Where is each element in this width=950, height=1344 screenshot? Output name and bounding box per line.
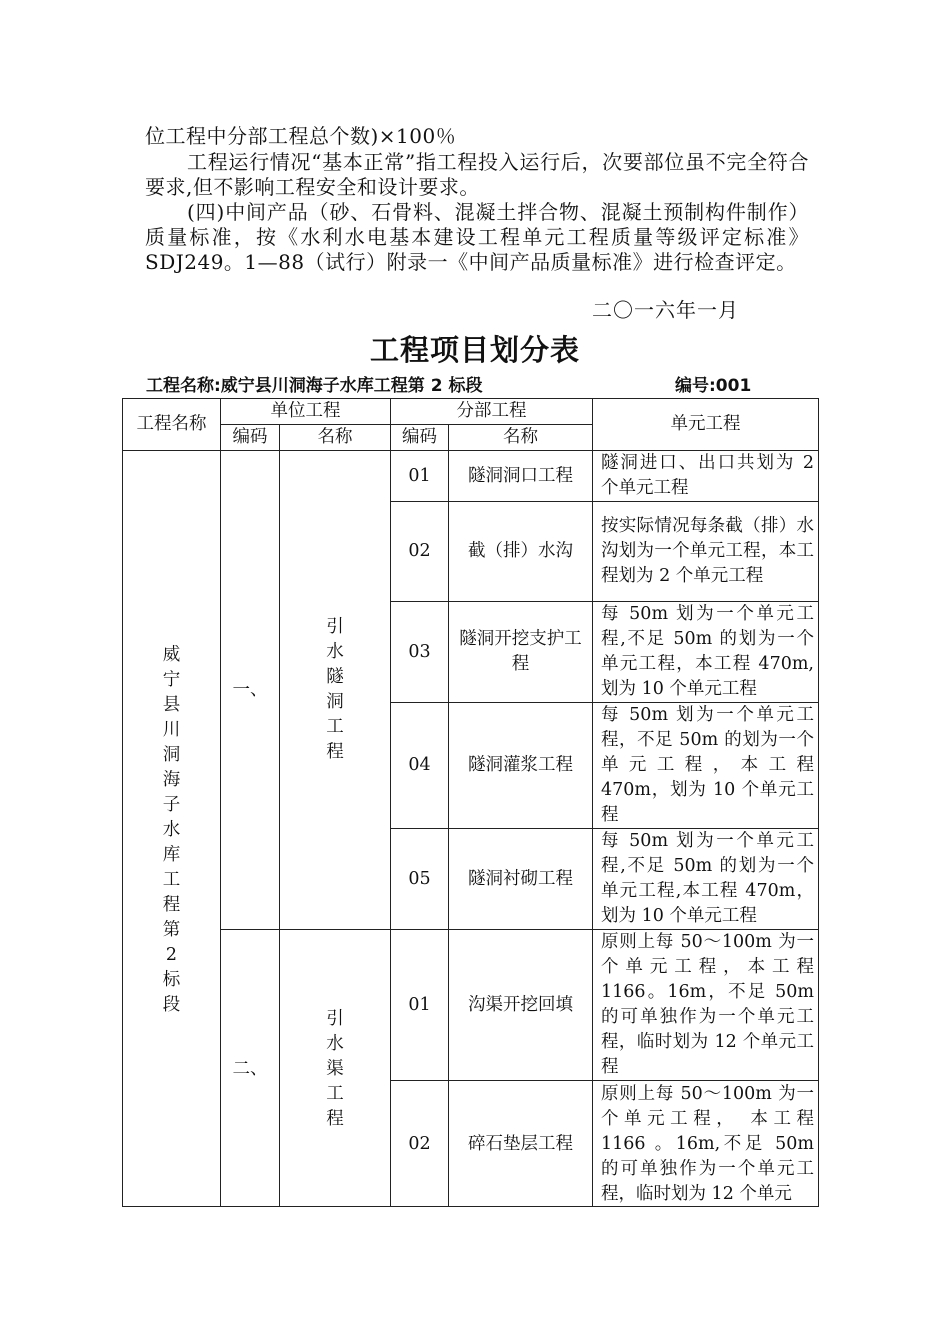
header-unit-project: 单位工程: [221, 399, 391, 425]
element-description: 按实际情况每条截（排）水沟划为一个单元工程，本工程划为 2 个单元工程: [593, 502, 819, 602]
header-unit-code: 编码: [221, 425, 280, 451]
unit-name-vertical: 引水渠工程: [326, 1009, 344, 1129]
division-name: 沟渠开挖回填: [449, 930, 593, 1081]
unit-code-cell: 一、: [221, 451, 280, 930]
project-name-vertical: 威宁县川洞海子水库工程第2标段: [162, 644, 181, 1015]
unit-code-cell: 二、: [221, 930, 280, 1207]
paragraph-operation-status: 工程运行情况“基本正常”指工程投入运行后，次要部位虽不完全符合要求,但不影响工程安全和设计要求。: [145, 150, 809, 199]
division-code: 02: [391, 1081, 449, 1207]
document-date: 二〇一六年一月: [592, 298, 739, 322]
paragraph-line-1: 位工程中分部工程总个数)×100％: [145, 124, 457, 148]
element-description: 每 50m 划为一个单元工程，不足 50m 的划为一个单元工程，本工程 470m，划为 10 个单元工程: [593, 703, 819, 829]
division-name: 隧洞开挖支护工程: [449, 602, 593, 703]
unit-name-cell: [280, 930, 391, 1207]
header-division-code: 编码: [391, 425, 449, 451]
header-row-1: [123, 399, 819, 425]
page-title: 工程项目划分表: [369, 333, 580, 367]
project-name-cell: [123, 451, 221, 1207]
element-description: 隧洞进口、出口共划为 2 个单元工程: [593, 451, 819, 502]
table-row: [123, 930, 819, 1081]
element-description: [593, 1081, 819, 1207]
paragraph-intermediate-products: (四)中间产品（砂、石骨料、混凝土拌合物、混凝土预制构件制作）质量标准，按《水利水电基本建设工程单元工程质量等级评定标准》SDJ249。1—88（试行）附录一《中间产品质量标准》进行检查评定。: [145, 200, 809, 274]
project-division-table: [122, 398, 819, 1207]
table-row: [123, 451, 819, 502]
division-code: 01: [391, 451, 449, 502]
element-description: 每 50m 划为一个单元工程,不足 50m 的划为一个单元工程,本工程 470m，划为 10 个单元工程: [593, 829, 819, 930]
division-name: 截（排）水沟: [449, 502, 593, 602]
division-code: 02: [391, 502, 449, 602]
division-name: 隧洞洞口工程: [449, 451, 593, 502]
header-division-project: 分部工程: [391, 399, 593, 425]
division-code: 01: [391, 930, 449, 1081]
header-element-project: 单元工程: [593, 399, 819, 451]
header-project-name: 工程名称: [123, 399, 221, 451]
element-description-text: 原则上每 50～100m 为一个单元工程， 本工程 1166 。16m,不足 50m 的可单独作为一个单元工程，临时划为 12 个单元: [601, 1083, 814, 1204]
document-number: 编号:001: [675, 376, 752, 396]
division-code: 04: [391, 703, 449, 829]
project-name-label: 工程名称:威宁县川洞海子水库工程第 2 标段: [146, 376, 483, 396]
division-code: 05: [391, 829, 449, 930]
unit-name-vertical: 引水隧洞工程: [326, 617, 344, 762]
division-code: 03: [391, 602, 449, 703]
element-description: 原则上每 50～100m 为一个单元工程，本工程 1166。16m，不足 50m 的可单独作为一个单元工程，临时划为 12 个单元工程: [593, 930, 819, 1081]
unit-name-cell: [280, 451, 391, 930]
division-name: 碎石垫层工程: [449, 1081, 593, 1207]
division-name: 隧洞衬砌工程: [449, 829, 593, 930]
header-unit-name: 名称: [280, 425, 391, 451]
header-division-name: 名称: [449, 425, 593, 451]
division-name: 隧洞灌浆工程: [449, 703, 593, 829]
element-description: 每 50m 划为一个单元工程,不足 50m 的划为一个单元工程，本工程 470m,划为 10 个单元工程: [593, 602, 819, 703]
